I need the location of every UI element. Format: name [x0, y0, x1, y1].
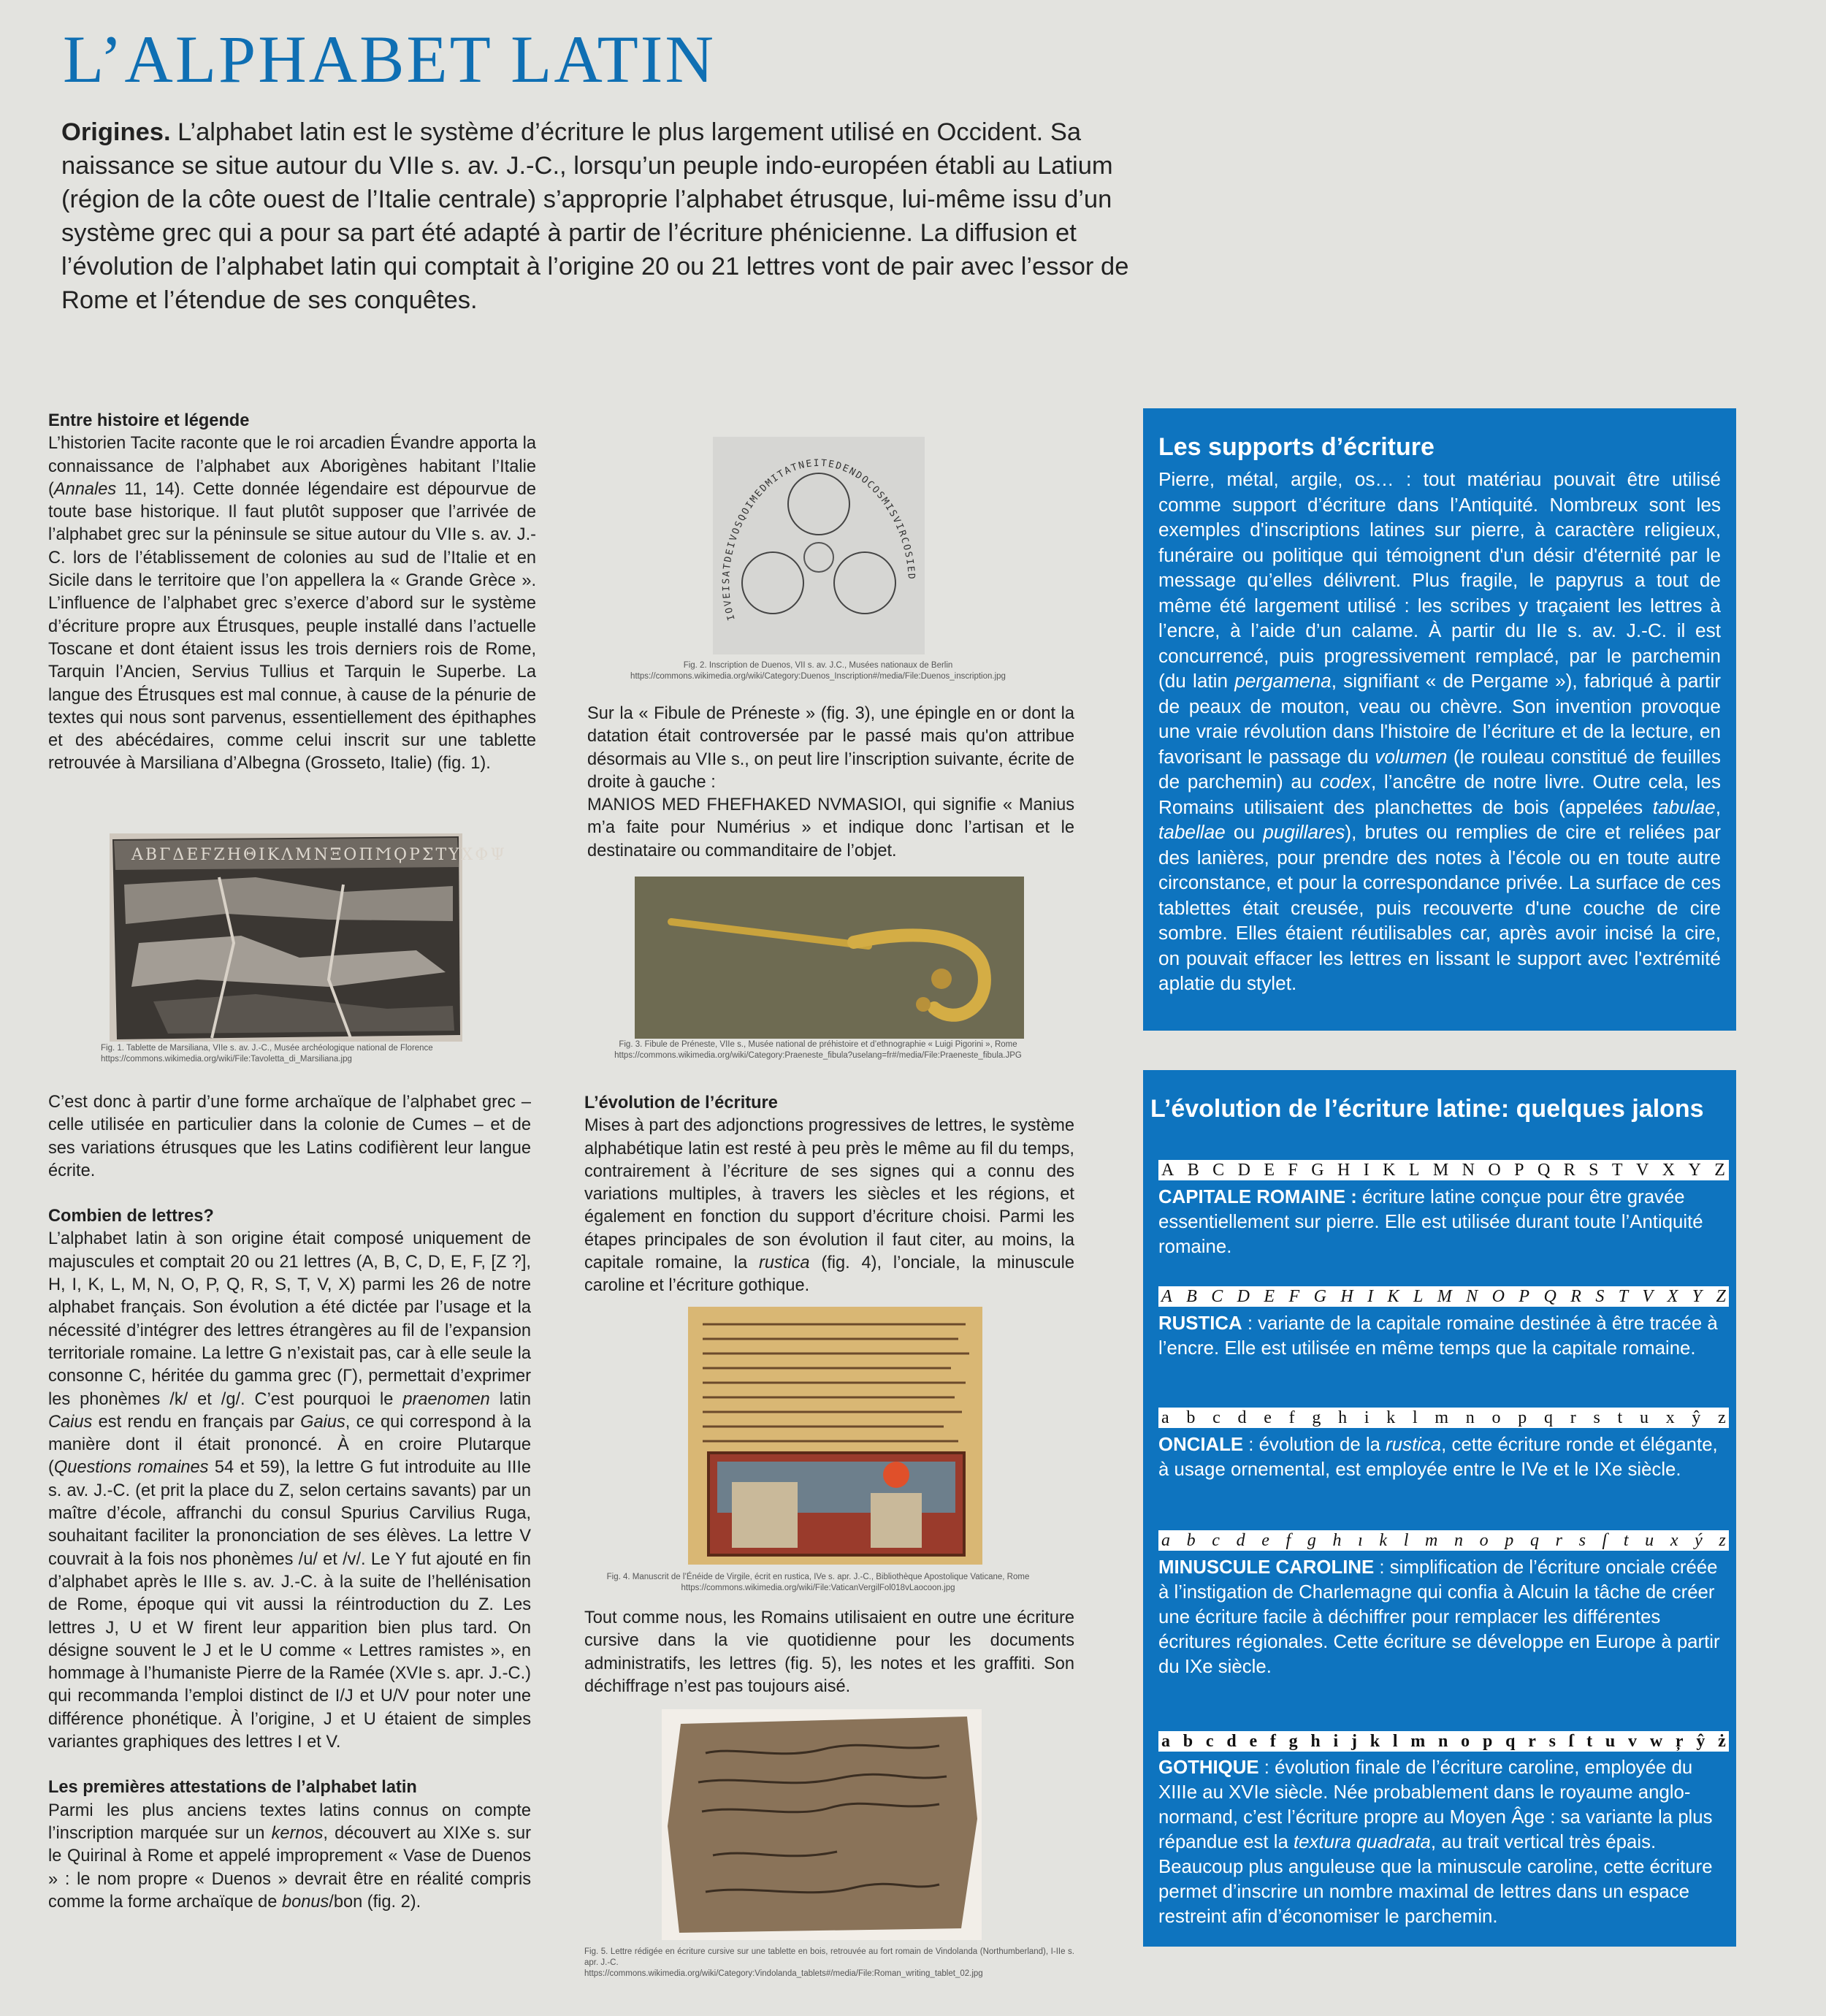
alphabet-letter: ſ — [1602, 1530, 1608, 1550]
alphabet-letter: v — [1628, 1731, 1638, 1751]
gothique-description: GOTHIQUE : évolution finale de l’écriture caroline, employée du XIIIe au XVIe siècle. Née probablement dans le royaume anglo-normand, c’est l’écriture propre au Moyen Âge : sa variante la plus répandue est la textura quadrata, au trait vertical très épais. Beaucoup plus anguleuse que la minuscule caroline, cette écriture permet d’inscrire un nombre maximal de lettres dans un espace restreint afin d’économiser le parchemin. — [1158, 1757, 1713, 1927]
alphabet-letter: m — [1425, 1530, 1438, 1550]
script-evolution-panel — [1143, 1070, 1736, 1947]
fibule-paragraph: Sur la « Fibule de Préneste » (fig. 3), une épingle en or dont la datation était controversée par le passé mais qu'on attribue désormais au VIIe s., on peut lire l’inscription suivante, écrite de droite à gauche : — [587, 704, 1074, 792]
rustica-alphabet-strip — [1158, 1286, 1729, 1307]
alphabet-letter: c — [1205, 1731, 1214, 1751]
duenos-illustration — [713, 437, 925, 654]
alphabet-letter: g — [1312, 1408, 1321, 1427]
alphabet-letter: ý — [1695, 1530, 1703, 1550]
alphabet-letter: g — [1288, 1731, 1298, 1751]
alphabet-letter: t — [1617, 1408, 1623, 1427]
alphabet-letter: p — [1518, 1408, 1527, 1427]
alphabet-letter: ŷ — [1696, 1731, 1705, 1751]
alphabet-letter: r — [1528, 1731, 1536, 1751]
alphabet-letter: e — [1261, 1530, 1269, 1550]
alphabet-letter: k — [1370, 1731, 1380, 1751]
alphabet-letter: f — [1286, 1530, 1291, 1550]
alphabet-letter: n — [1438, 1731, 1448, 1751]
alphabet-letter: L — [1408, 1160, 1421, 1180]
alphabet-letter: c — [1212, 1530, 1220, 1550]
writing-supports-paragraph: Pierre, métal, argile, os… : tout matériau pouvait être utilisé comme support d’écriture dans l’Antiquité. Nombreux sont les exemples d'inscriptions latines sur pierre, à caractère religieux, funéraire ou politique qui témoignent d'un désir d'éternité par le message qu’elles délivrent. Plus fragile, le papyrus a tout de même été largement utilisé : les scribes y traçaient les lettres à l’encre, à l’aide d’un calame. À partir du IIe s. av. J.-C. il est concurrencé, puis progressivement remplacé, par le parchemin (du latin pergamena, signifiant « de Pergame »), fabriqué à partir de peaux de mouton, veau ou chèvre. Son invention provoque une vraie révolution dans l'histoire de l’écriture et de la lecture, en favorisant le passage du volumen (le rouleau constitué de feuilles de parchemin) au codex, l’ancêtre de notre livre. Outre cela, les Romains utilisaient des planchettes de bois (appelées tabulae, tabellae ou pugillares), brutes ou remplies de cire et reliées par des lanières, pour prendre des notes à l'école ou en toute autre circonstance, et pour la correspondance privée. La surface de ces tablettes était creusée, puis recouverte d'une couche de cire sombre. Elles étaient réutilisables car, après avoir incisé la cire, on pouvait effacer les lettres en lissant le support avec l'extrémité aplatie du stylet. — [1158, 468, 1721, 994]
fig2-duenos-inscription-image — [713, 437, 925, 654]
alphabet-letter: e — [1249, 1731, 1258, 1751]
alphabet-letter: r — [1555, 1530, 1562, 1550]
alphabet-letter: k — [1386, 1408, 1396, 1427]
caroline-alphabet-strip — [1158, 1530, 1729, 1551]
col2-section-evolution — [584, 1092, 1074, 1298]
alphabet-letter: S — [1595, 1286, 1605, 1306]
alphabet-letter: e — [1264, 1408, 1272, 1427]
alphabet-letter: l — [1392, 1731, 1398, 1751]
alphabet-letter: M — [1437, 1286, 1452, 1306]
after-figure-paragraph: C’est donc à partir d’une forme archaïque de l’alphabet grec – celle utilisée en particulier dans la colonie de Cumes – et de ses variations étrusques que les Latins codifièrent leur langue écrite. — [48, 1093, 531, 1180]
writing-supports-panel — [1143, 408, 1736, 1031]
alphabet-letter: a — [1161, 1731, 1170, 1751]
alphabet-letter: V — [1642, 1286, 1654, 1306]
alphabet-letter: p — [1482, 1731, 1493, 1751]
alphabet-letter: R — [1563, 1160, 1576, 1180]
alphabet-letter: x — [1670, 1530, 1678, 1550]
alphabet-letter: A — [1161, 1160, 1175, 1180]
alphabet-letter: t — [1586, 1731, 1593, 1751]
alphabet-letter: F — [1288, 1286, 1300, 1306]
duenos-circular-text: IOVEISATDEIVOSQOIMEDMITATNEITEDENDOCOSMISVIRCOSIED — [721, 457, 917, 622]
alphabet-letter: T — [1618, 1286, 1629, 1306]
alphabet-letter: k — [1379, 1530, 1388, 1550]
alphabet-letter: H — [1340, 1286, 1353, 1306]
alphabet-letter: ı — [1358, 1530, 1363, 1550]
col1-section-letters — [48, 1091, 531, 1914]
alphabet-letter: X — [1667, 1286, 1678, 1306]
gothique-alphabet-strip — [1158, 1731, 1729, 1752]
alphabet-letter: T — [1611, 1160, 1624, 1180]
tablet-letters-text: ΑΒΓΔΕϜΖΗΘΙΚΛΜΝΞΟΠϺϘΡΣΤΥΧΦΨ — [131, 846, 507, 864]
heading-evolution: L’évolution de l’écriture — [584, 1093, 778, 1112]
alphabet-letter: r — [1570, 1408, 1576, 1427]
alphabet-letter: w — [1649, 1731, 1663, 1751]
alphabet-letter: z — [1718, 1408, 1726, 1427]
alphabet-letter: a — [1161, 1408, 1169, 1427]
alphabet-letter: B — [1186, 1286, 1197, 1306]
alphabet-letter: h — [1310, 1731, 1321, 1751]
rustica-description: RUSTICA : variante de la capitale romaine destinée à être tracée à l’encre. Elle est utilisée en même temps que la capitale romaine. — [1158, 1313, 1718, 1359]
alphabet-letter: ŷ — [1692, 1408, 1701, 1427]
alphabet-letter: j — [1351, 1731, 1357, 1751]
intro-paragraph: Origines. L’alphabet latin est le système d’écriture le plus largement utilisé en Occident. Sa naissance se situe autour du VIIe s. av. J.-C., lorsqu’un peuple indo-européen établi au Latium (région de la côte ouest de l’Italie centrale) s’approprie l’alphabet étrusque, lui-même issu d’un système grec qui a pour sa part été adapté à partir de l’écriture phénicienne. La diffusion et l’évolution de l’alphabet latin qui comptait à l’origine 20 ou 21 lettres vont de pair avec l’essor de Rome et l’étendue de ses conquêtes. — [61, 118, 1129, 314]
alphabet-letter: D — [1237, 1160, 1251, 1180]
alphabet-letter: n — [1465, 1408, 1475, 1427]
fibule-inscription-paragraph: MANIOS MED FHEFHAKED NVMASIOI, qui signifie « Manius m’a faite pour Numérius » et indique donc l’artisan et le destinataire ou commanditaire de l’objet. — [587, 795, 1074, 860]
alphabet-letter: ż — [1718, 1731, 1726, 1751]
alphabet-letter: p — [1505, 1530, 1514, 1550]
page-title: L’ALPHABET LATIN — [63, 22, 716, 96]
alphabet-letter: z — [1719, 1530, 1726, 1550]
caroline-description: MINUSCULE CAROLINE : simplification de l’écriture onciale créée à l’instigation de Charlemagne qui confia à Alcuin la tâche de créer une écriture facile à déchiffrer pour remplacer les différentes écritures régionales. Cette écriture se développe en Europe à partir du IXe siècle. — [1158, 1557, 1720, 1677]
alphabet-letter: M — [1432, 1160, 1450, 1180]
alphabet-letter: o — [1491, 1408, 1501, 1427]
col2-section-fibule — [587, 703, 1074, 863]
alphabet-letter: L — [1413, 1286, 1424, 1306]
fig1-caption: Fig. 1. Tablette de Marsiliana, VIIe s. av. J.-C., Musée archéologique national de Florence https://commons.wikimedia.org/wiki/File:Tavoletta_di_Marsiliana.jpg — [101, 1044, 433, 1064]
alphabet-letter: G — [1311, 1160, 1325, 1180]
alphabet-letter: c — [1212, 1408, 1220, 1427]
alphabet-letter: A — [1161, 1286, 1172, 1306]
alphabet-letter: O — [1491, 1286, 1505, 1306]
alphabet-letter: s — [1578, 1530, 1586, 1550]
alphabet-letter: g — [1307, 1530, 1316, 1550]
alphabet-letter: C — [1211, 1286, 1223, 1306]
alphabet-letter: q — [1544, 1408, 1553, 1427]
alphabet-letter: f — [1269, 1731, 1276, 1751]
alphabet-letter: n — [1454, 1530, 1464, 1550]
fig4-caption: Fig. 4. Manuscrit de l’Énéide de Virgile, écrit en rustica, IVe s. apr. J.-C., Bibliothèque Apostolique Vaticane, Rome https://commons.wikimedia.org/wiki/File:VaticanVergilFol018vLaocoon.jpg — [606, 1573, 1030, 1592]
alphabet-letter: E — [1264, 1286, 1275, 1306]
alphabet-letter: a — [1161, 1530, 1170, 1550]
alphabet-letter: K — [1387, 1286, 1399, 1306]
alphabet-letter: Q — [1543, 1286, 1556, 1306]
cursive-paragraph: Tout comme nous, les Romains utilisaient en outre une écriture cursive dans la vie quotidienne pour les documents administratifs, les lettres (fig. 5), les notes et les graffiti. Son déchiffrage n’est pas toujours aisé. — [584, 1608, 1074, 1696]
fig4-vergil-manuscript-image — [688, 1307, 982, 1565]
alphabet-letter: E — [1264, 1160, 1276, 1180]
alphabet-letter: x — [1665, 1408, 1675, 1427]
alphabet-letter: S — [1589, 1160, 1600, 1180]
alphabet-letter: b — [1183, 1731, 1193, 1751]
alphabet-letter: o — [1461, 1731, 1470, 1751]
alphabet-letter: ſ — [1568, 1731, 1574, 1751]
alphabet-letter: i — [1364, 1408, 1370, 1427]
alphabet-letter: m — [1435, 1408, 1449, 1427]
alphabet-letter: u — [1605, 1731, 1616, 1751]
alphabet-letter: m — [1410, 1731, 1426, 1751]
alphabet-letter: C — [1212, 1160, 1226, 1180]
heading-letter-count: Combien de lettres? — [48, 1207, 214, 1226]
tablet-illustration — [110, 833, 507, 1042]
manuscript-illustration — [688, 1307, 982, 1565]
alphabet-letter: d — [1236, 1530, 1245, 1550]
alphabet-letter: H — [1337, 1160, 1351, 1180]
col2-section-cursive — [584, 1607, 1074, 1698]
alphabet-letter: I — [1363, 1160, 1370, 1180]
onciale-alphabet-strip — [1158, 1408, 1729, 1428]
alphabet-letter: l — [1403, 1530, 1409, 1550]
writing-supports-title: Les supports d’écriture — [1158, 433, 1435, 461]
fig2-caption: Fig. 2. Inscription de Duenos, VII s. av. J.C., Musées nationaux de Berlin https://commons.wikimedia.org/wiki/Category:Duenos_Inscription#/media/File:Duenos_inscription.jpg — [630, 661, 1006, 681]
alphabet-letter: P — [1519, 1286, 1530, 1306]
alphabet-letter: h — [1332, 1530, 1342, 1550]
alphabet-letter: F — [1288, 1160, 1299, 1180]
col1-section-history — [48, 410, 536, 776]
fig3-caption: Fig. 3. Fibule de Préneste, VIIe s., Musée national de préhistoire et d’ethnographie « Luigi Pigorini », Rome https://commons.wikimedia.org/wiki/Category:Praeneste_fibula?uselang=fr#/media/File:Praeneste_fibula.JPG — [614, 1040, 1022, 1060]
capitale-alphabet-strip — [1158, 1160, 1729, 1180]
alphabet-letter: b — [1186, 1408, 1196, 1427]
onciale-description: ONCIALE : évolution de la rustica, cette écriture ronde et élégante, à usage ornemental, est employée entre le IVe et le IXe siècle. — [1158, 1435, 1718, 1480]
first-attestations-paragraph: Parmi les plus anciens textes latins connus on compte l’inscription marquée sur un kernos, découvert au XIXe s. sur le Quirinal à Rome et appelé improprement « Vase de Duenos » : le nom propre « Duenos » devrait être en réalité compris comme la forme archaïque de bonus/bon (fig. 2). — [48, 1801, 532, 1912]
fibula-illustration — [635, 877, 1024, 1039]
alphabet-letter: o — [1479, 1530, 1489, 1550]
fig5-caption: Fig. 5. Lettre rédigée en écriture cursive sur une tablette en bois, retrouvée au fort romain de Vindolanda (Northumberland), I-IIe s. apr. J.-C. https://commons.wikimedia.org/wiki/Category:Vindolanda_tablets#/media/File:Roman_writing_tablet_02.jpg — [584, 1947, 1074, 1978]
alphabet-letter: I — [1367, 1286, 1374, 1306]
alphabet-letter: Y — [1688, 1160, 1702, 1180]
fig1-marsiliana-tablet-image — [110, 833, 507, 1042]
alphabet-letter: s — [1593, 1408, 1600, 1427]
alphabet-letter: q — [1505, 1731, 1516, 1751]
alphabet-letter: G — [1313, 1286, 1326, 1306]
alphabet-letter: N — [1466, 1286, 1478, 1306]
alphabet-letter: Y — [1692, 1286, 1703, 1306]
evolution-paragraph: Mises à part des adjonctions progressives de lettres, le système alphabétique latin est resté à peu près le même au fil du temps, contrairement à l’écriture de ses signes qui a connu des variations multiples, à travers les siècles et les régions, et également en fonction du support d’écriture choisi. Parmi les étapes principales de son évolution il faut citer, au moins, la capitale romaine, la rustica (fig. 4), l’onciale, la minuscule caroline et l’écriture gothique. — [584, 1116, 1074, 1296]
alphabet-letter: O — [1488, 1160, 1502, 1180]
fig5-vindolanda-tablet-image — [662, 1709, 982, 1940]
capitale-description: CAPITALE ROMAINE : écriture latine conçue pour être gravée essentiellement sur pierre. Elle est utilisée durant toute l’Antiquité romaine. — [1158, 1187, 1703, 1257]
vindolanda-illustration — [662, 1709, 982, 1940]
alphabet-letter: q — [1529, 1530, 1539, 1550]
alphabet-letter: R — [1570, 1286, 1581, 1306]
alphabet-letter: l — [1412, 1408, 1418, 1427]
alphabet-letter: X — [1662, 1160, 1676, 1180]
fig3-praeneste-fibula-image — [635, 877, 1024, 1039]
alphabet-letter: B — [1187, 1160, 1200, 1180]
alphabet-letter: D — [1237, 1286, 1250, 1306]
heading-history: Entre histoire et légende — [48, 411, 250, 430]
script-evolution-title: L’évolution de l’écriture latine: quelques jalons — [1150, 1095, 1704, 1123]
alphabet-letter: b — [1186, 1530, 1196, 1550]
alphabet-letter: d — [1237, 1408, 1247, 1427]
alphabet-letter: Q — [1537, 1160, 1551, 1180]
alphabet-letter: f — [1288, 1408, 1295, 1427]
alphabet-letter: i — [1333, 1731, 1339, 1751]
alphabet-letter: u — [1639, 1408, 1649, 1427]
alphabet-letter: s — [1548, 1731, 1556, 1751]
intro-lead: Origines. — [61, 118, 171, 146]
alphabet-letter: K — [1383, 1160, 1397, 1180]
alphabet-letter: t — [1623, 1530, 1629, 1550]
alphabet-letter: h — [1338, 1408, 1348, 1427]
alphabet-letter: ŗ — [1675, 1731, 1684, 1751]
alphabet-letter: N — [1462, 1160, 1476, 1180]
alphabet-letter: Z — [1714, 1160, 1726, 1180]
alphabet-letter: u — [1645, 1530, 1654, 1550]
letter-count-paragraph: L’alphabet latin à son origine était composé uniquement de majuscules et comptait 20 ou 21 lettres (A, B, C, D, E, F, [Z ?], H, I, K, L, M, N, O, P, Q, R, S, T, V, X) parmi les 26 de notre alphabet français. Son évolution a été dictée par l’usage et la nécessité d’intégrer des lettres étrangères au fil de l’expansion territoriale romaine. La lettre G n’existait pas, car à elle seule la consonne C, héritée du gamma grec (Γ), permettait d’exprimer les phonèmes /k/ et /g/. C’est pourquoi le praenomen latin Caius est rendu en français par Gaius, ce qui correspond à la manière dont il était prononcé. À en croire Plutarque (Questions romaines 54 et 59), la lettre G fut introduite au IIIe s. av. J.-C. (et prit la place du Z, selon certains savants) par un maître d’école, affranchi du consul Spurius Carvilius Ruga, souhaitant faciliter la prononciation de ses élèves. La lettre V couvrait à la fois nos phonèmes /u/ et /v/. Le Y fut ajouté en fin d’alphabet après le IIIe s. av. J.-C. à la suite de l’hellénisation de Rome, époque qui vit aussi la réintroduction du Z. Les lettres J, U et W firent leur apparition bien plus tard. On désigne souvent le J et le U comme « Lettres ramistes », en hommage à l’humaniste Pierre de la Ramée (XVIe s. apr. J.-C.) qui recommanda l’emploi distinct de I/J et U/V pour noter une différence phonétique. À l’origine, J et U étaient de simples variantes graphiques des lettres I et V. — [48, 1229, 531, 1752]
heading-first-attestations: Les premières attestations de l’alphabet latin — [48, 1778, 417, 1798]
alphabet-letter: V — [1635, 1160, 1650, 1180]
history-paragraph: L’historien Tacite raconte que le roi arcadien Évandre apporta la connaissance de l’alphabet aux Aborigènes habitant l’Italie (Annales 11, 14). Cette donnée légendaire est dépourvue de toute base historique. Il faut plutôt supposer que l’arrivée de l’alphabet grec sur la péninsule se situe autour du VIIe s. av. J.-C. lors de l’établissement de colonies au sud de l’Italie et en Sicile dans le territoire que l’on appellera la « Grande Grèce ». L’influence de l’alphabet grec s’exerce d’abord sur le système d’écriture propre aux Étrusques, peuple installé dans l’actuelle Toscane et dont étaient issus les trois derniers rois de Rome, Tarquin l’Ancien, Servius Tullius et Tarquin le Superbe. La langue des Étrusques est mal connue, à cause de la pénurie de textes qui nous sont parvenus, essentiellement des épithaphes et des abécédaires, comme celui inscrit sur une tablette retrouvée à Marsiliana d’Albegna (Grosseto, Italie) (fig. 1). — [48, 434, 536, 774]
alphabet-letter: d — [1226, 1731, 1237, 1751]
alphabet-letter: P — [1514, 1160, 1525, 1180]
alphabet-letter: Z — [1716, 1286, 1726, 1306]
